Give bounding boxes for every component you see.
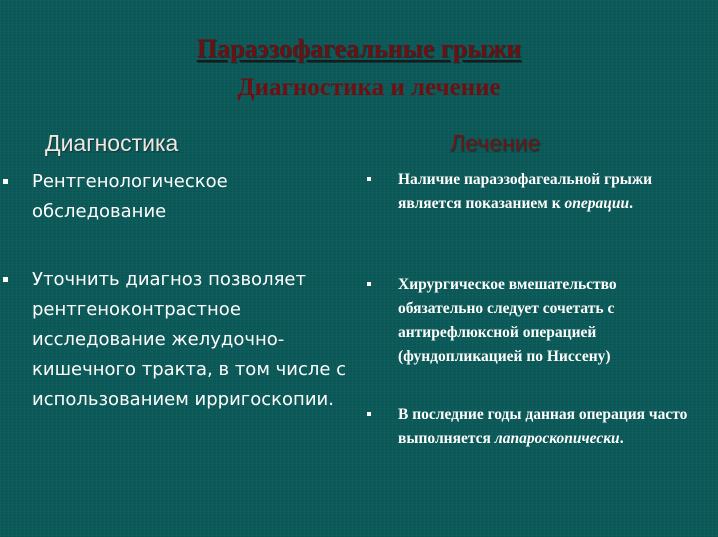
list-item	[365, 273, 705, 369]
list-item	[365, 168, 705, 216]
list-item-text: Уточнить диагноз позволяет рентгеноконтрастное исследование желудочно-кишечного тракта, в том числе с использованием ирригоскопии.	[32, 269, 347, 410]
list-item-text: Хирургическое вмешательство обязательно следует сочетать с антирефлюксной операцией (фундопликацией по Ниссену)	[398, 276, 617, 365]
bullet-icon	[367, 177, 371, 181]
bullet-icon	[367, 412, 371, 416]
bullet-icon	[3, 179, 8, 184]
column-heading-diagnostics: Диагностика	[45, 130, 179, 156]
slide-title: Параэзофагеальные грыжи	[196, 34, 522, 63]
list-item-text: В последние годы данная операция часто выполняется лапароскопически.	[398, 406, 688, 447]
list-item-text: Рентгенологическое обследование	[32, 171, 228, 222]
list-item	[3, 167, 358, 227]
column-heading-treatment: Лечение	[450, 130, 541, 156]
list-item	[365, 403, 705, 451]
bullet-icon	[367, 282, 371, 286]
slide-subtitle: Диагностика и лечение	[237, 74, 501, 101]
list-item	[3, 265, 358, 415]
bullet-icon	[3, 277, 8, 282]
list-item-text: Наличие параэзофагеальной грыжи является показанием к операции.	[398, 171, 653, 212]
